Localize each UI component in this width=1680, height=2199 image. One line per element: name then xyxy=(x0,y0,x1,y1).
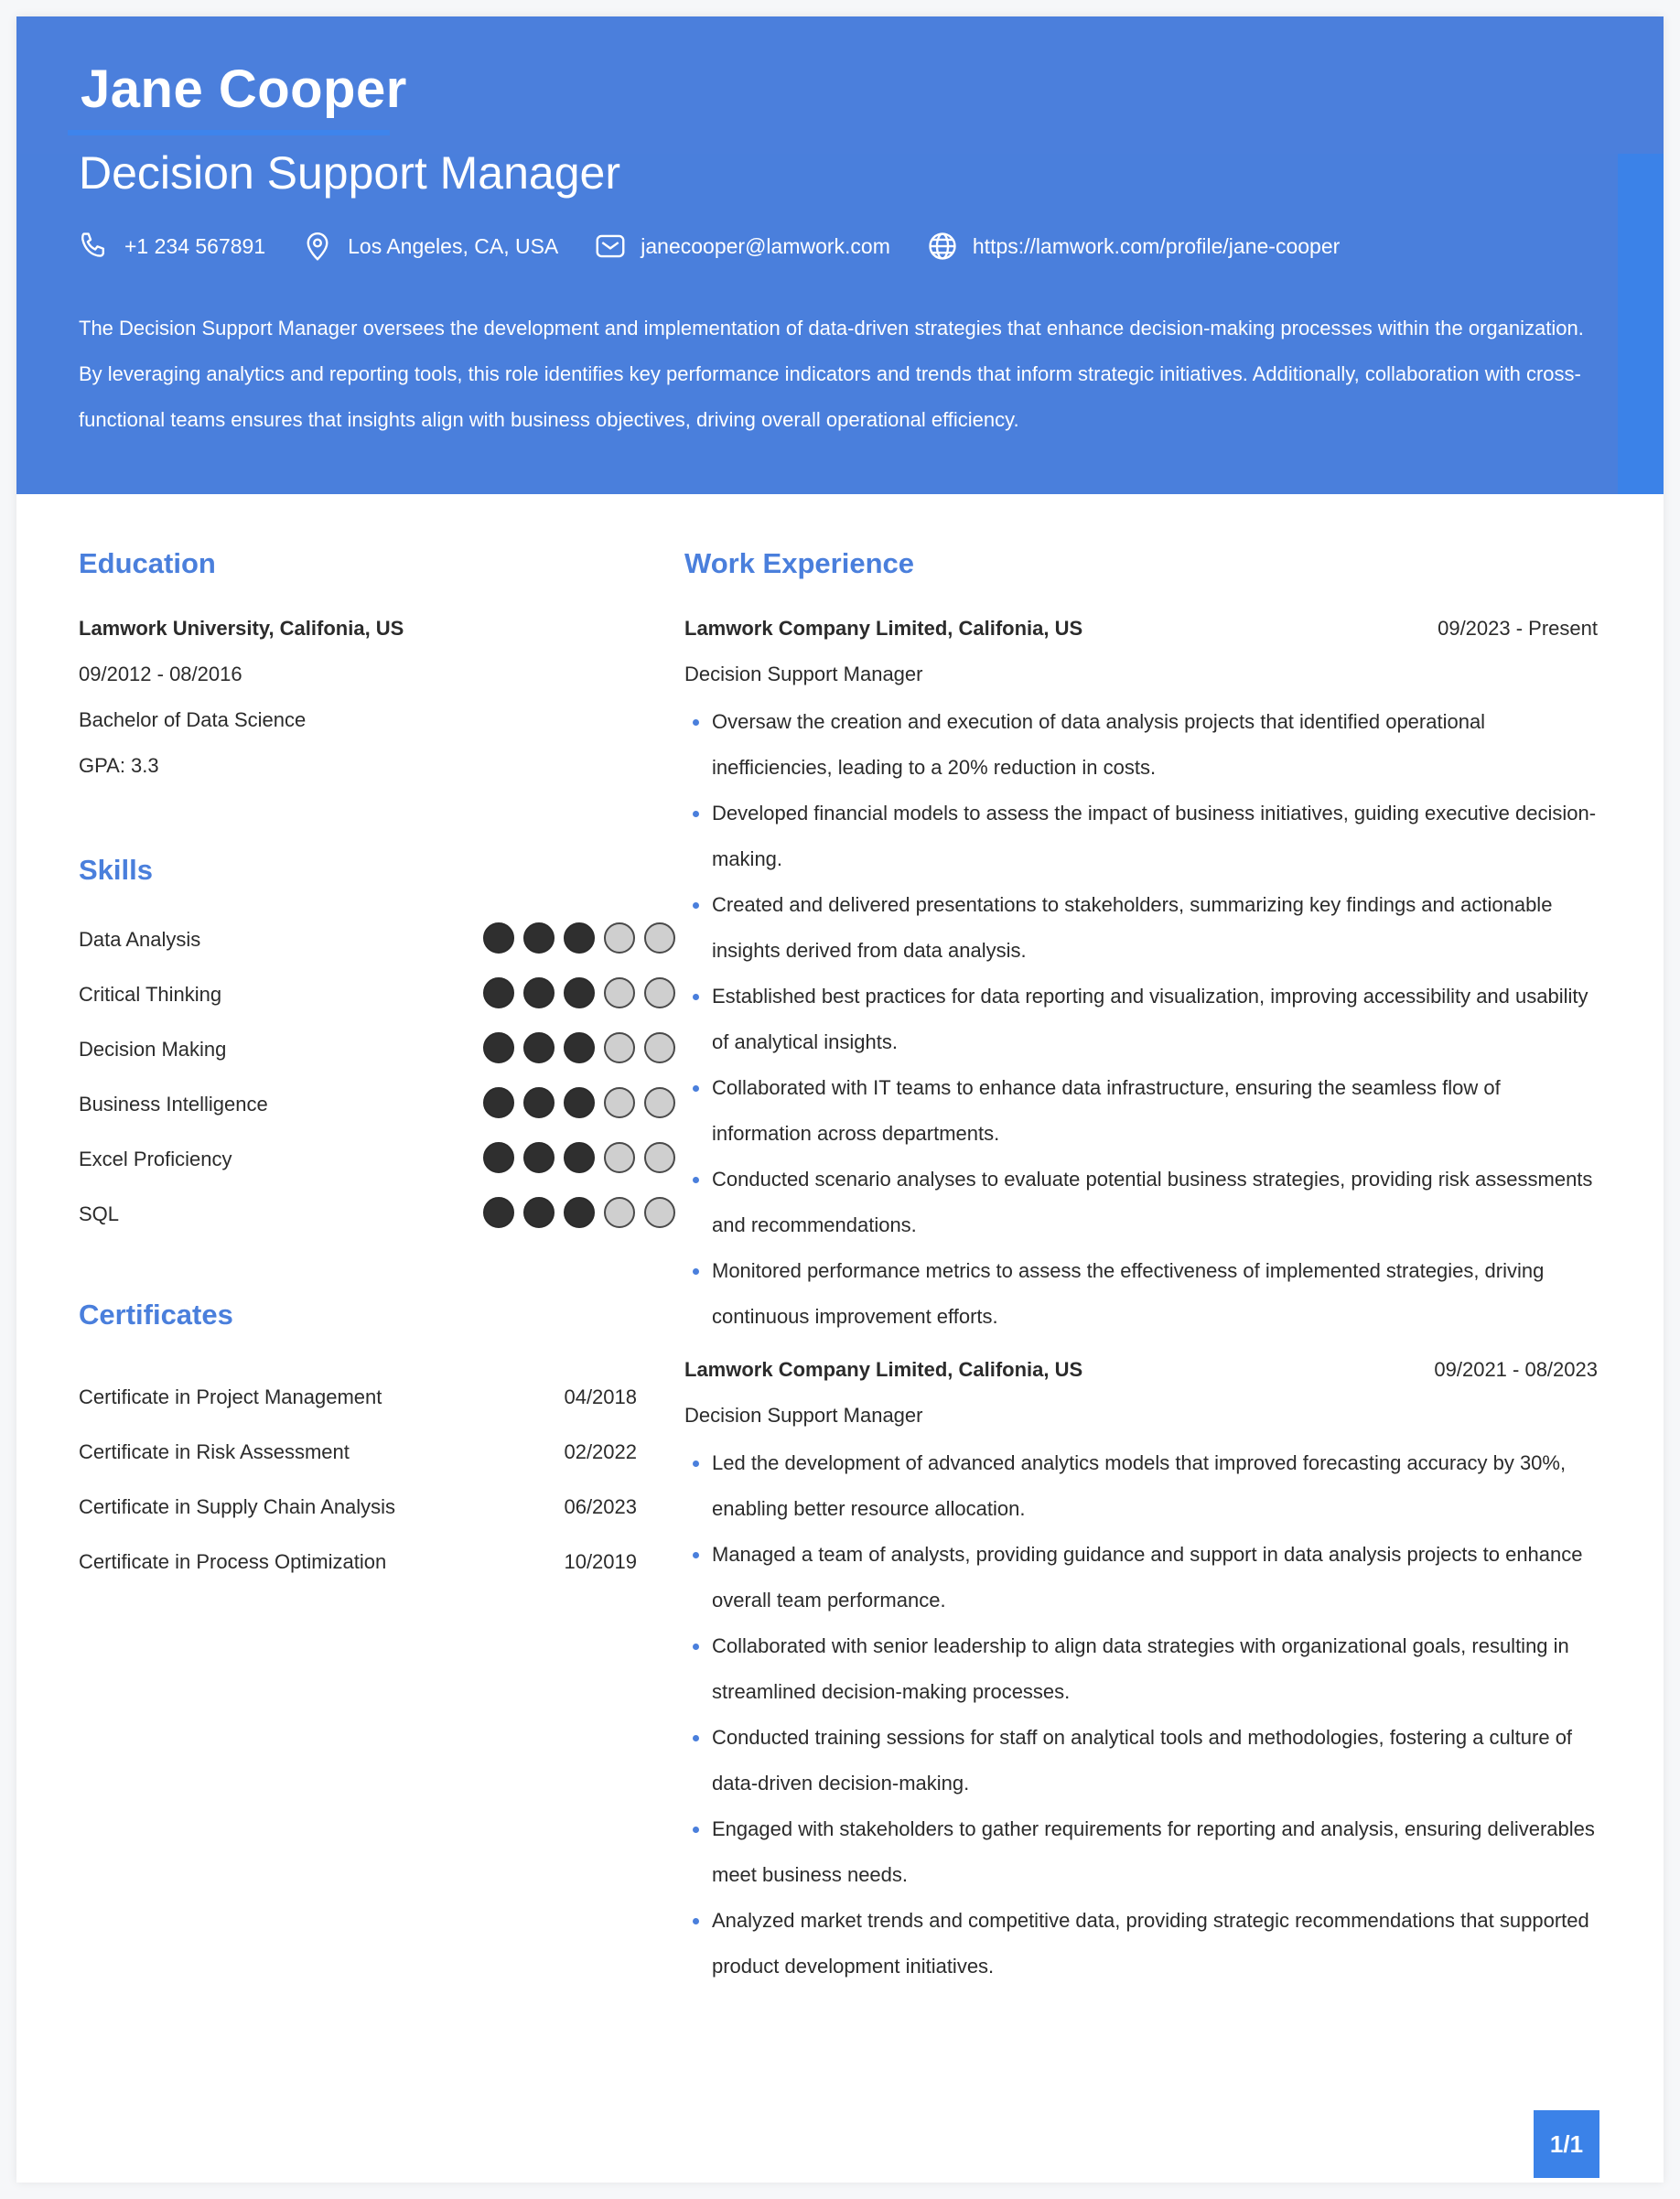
rating-dot-empty xyxy=(644,922,675,954)
rating-dot-empty xyxy=(644,1197,675,1228)
rating-dot-empty xyxy=(644,1087,675,1118)
job-bullet: Conducted scenario analyses to evaluate potential business strategies, providing risk assessments and recommendations. xyxy=(684,1157,1599,1248)
job-bullet: Oversaw the creation and execution of data analysis projects that identified operational inefficiencies, leading to a 20% reduction in costs. xyxy=(684,699,1599,791)
rating-dot-empty xyxy=(604,922,635,954)
job-header xyxy=(684,617,1598,648)
job-bullet: Conducted training sessions for staff on analytical tools and methodologies, fostering a culture of data-driven decision-making. xyxy=(684,1715,1599,1806)
resume-header xyxy=(16,16,1664,494)
job-bullet: Collaborated with IT teams to enhance data infrastructure, ensuring the seamless flow of information across departments. xyxy=(684,1065,1599,1157)
rating-dot-empty xyxy=(604,1087,635,1118)
page-indicator: 1/1 xyxy=(1534,2110,1599,2178)
job-bullet: Analyzed market trends and competitive data, providing strategic recommendations that supported product development initiatives. xyxy=(684,1898,1599,1989)
candidate-name: Jane Cooper xyxy=(81,59,407,119)
profile-summary: The Decision Support Manager oversees the development and implementation of data-driven strategies that enhance decision-making processes within the organization. By leveraging analytics and reporting tools, this role identifies key performance indicators and trends that inform strategic initiatives. Additionally, collaboration with cross-functional teams ensures that insights align with business objectives, driving overall operational efficiency. xyxy=(79,317,1584,431)
job-bullet: Developed financial models to assess the impact of business initiatives, guiding executive decision-making. xyxy=(684,791,1599,882)
job-bullet: Led the development of advanced analytics models that improved forecasting accuracy by 30%, enabling better resource allocation. xyxy=(684,1440,1599,1532)
rating-dot-filled xyxy=(523,922,555,954)
certificate-name: Certificate in Supply Chain Analysis xyxy=(79,1495,396,1518)
contact-location xyxy=(300,229,558,264)
job-bullet-list xyxy=(684,699,1599,1340)
website-text: https://lamwork.com/profile/jane-cooper xyxy=(972,233,1341,258)
education-dates: 09/2012 - 08/2016 xyxy=(79,663,242,685)
name-underline xyxy=(68,130,390,135)
job-dates: 09/2023 - Present xyxy=(1438,617,1598,640)
skill-name: Business Intelligence xyxy=(79,1093,268,1116)
candidate-title: Decision Support Manager xyxy=(79,147,620,199)
rating-dot-empty xyxy=(604,977,635,1008)
skill-rating xyxy=(483,922,684,954)
skill-name: SQL xyxy=(79,1202,120,1225)
header-side-band xyxy=(1618,154,1664,494)
education-gpa: GPA: 3.3 xyxy=(79,754,159,777)
rating-dot-filled xyxy=(523,1087,555,1118)
skill-row xyxy=(79,922,635,959)
skill-name: Decision Making xyxy=(79,1038,227,1061)
skills-heading: Skills xyxy=(79,854,153,886)
rating-dot-empty xyxy=(604,1142,635,1173)
work-experience-heading: Work Experience xyxy=(684,547,914,579)
skill-rating xyxy=(483,1032,684,1063)
skill-name: Data Analysis xyxy=(79,928,201,951)
skill-row xyxy=(79,1032,635,1069)
certificate-date: 02/2022 xyxy=(564,1440,637,1463)
job-bullet: Created and delivered presentations to stakeholders, summarizing key findings and actionable insights derived from data analysis. xyxy=(684,882,1599,974)
certificate-date: 06/2023 xyxy=(564,1495,637,1518)
rating-dot-filled xyxy=(523,1032,555,1063)
education-heading: Education xyxy=(79,547,216,579)
education-degree: Bachelor of Data Science xyxy=(79,708,307,731)
job-header xyxy=(684,1358,1598,1389)
rating-dot-filled xyxy=(523,1197,555,1228)
rating-dot-filled xyxy=(483,1142,514,1173)
location-pin-icon xyxy=(300,229,335,264)
job-dates: 09/2021 - 08/2023 xyxy=(1434,1358,1598,1381)
job-role: Decision Support Manager xyxy=(684,1404,923,1427)
phone-text: +1 234 567891 xyxy=(124,233,266,258)
skill-rating xyxy=(483,977,684,1008)
skill-rating xyxy=(483,1142,684,1173)
job-bullet: Established best practices for data reporting and visualization, improving accessibility and usability of analytical insights. xyxy=(684,974,1599,1065)
rating-dot-filled xyxy=(483,922,514,954)
certificate-name: Certificate in Risk Assessment xyxy=(79,1440,350,1463)
skill-row xyxy=(79,1197,635,1234)
email-text: janecooper@lamwork.com xyxy=(641,233,890,258)
skill-name: Excel Proficiency xyxy=(79,1148,232,1170)
job-bullet: Collaborated with senior leadership to align data strategies with organizational goals, resulting in streamlined decision-making processes. xyxy=(684,1623,1599,1715)
resume-page xyxy=(16,16,1664,2183)
job-bullet: Monitored performance metrics to assess the effectiveness of implemented strategies, driving continuous improvement efforts. xyxy=(684,1248,1599,1340)
rating-dot-empty xyxy=(644,977,675,1008)
certificate-name: Certificate in Process Optimization xyxy=(79,1550,387,1573)
rating-dot-empty xyxy=(604,1032,635,1063)
skill-row xyxy=(79,977,635,1014)
rating-dot-empty xyxy=(644,1032,675,1063)
location-text: Los Angeles, CA, USA xyxy=(348,233,559,258)
rating-dot-filled xyxy=(564,1197,595,1228)
contact-email[interactable] xyxy=(593,229,890,264)
contact-row xyxy=(77,229,1374,264)
certificate-name: Certificate in Project Management xyxy=(79,1385,382,1408)
skill-rating xyxy=(483,1197,684,1228)
job-company: Lamwork Company Limited, Califonia, US xyxy=(684,617,1083,640)
job-role: Decision Support Manager xyxy=(684,663,923,685)
job-bullet-list xyxy=(684,1440,1599,1989)
skill-row xyxy=(79,1087,635,1124)
certificate-row xyxy=(79,1385,637,1417)
rating-dot-empty xyxy=(644,1142,675,1173)
phone-icon xyxy=(77,229,112,264)
skill-row xyxy=(79,1142,635,1179)
skill-rating xyxy=(483,1087,684,1118)
certificate-row xyxy=(79,1495,637,1526)
rating-dot-filled xyxy=(564,922,595,954)
certificate-row xyxy=(79,1550,637,1581)
rating-dot-filled xyxy=(523,1142,555,1173)
rating-dot-filled xyxy=(483,1197,514,1228)
contact-website[interactable] xyxy=(925,229,1340,264)
globe-icon xyxy=(925,229,960,264)
certificate-date: 10/2019 xyxy=(564,1550,637,1573)
job-bullet: Engaged with stakeholders to gather requirements for reporting and analysis, ensuring deliverables meet business needs. xyxy=(684,1806,1599,1898)
contact-phone[interactable] xyxy=(77,229,265,264)
education-school: Lamwork University, Califonia, US xyxy=(79,617,404,640)
rating-dot-filled xyxy=(564,1032,595,1063)
envelope-icon xyxy=(593,229,628,264)
rating-dot-filled xyxy=(564,977,595,1008)
certificate-date: 04/2018 xyxy=(564,1385,637,1408)
rating-dot-empty xyxy=(604,1197,635,1228)
certificate-row xyxy=(79,1440,637,1471)
rating-dot-filled xyxy=(564,1087,595,1118)
job-company: Lamwork Company Limited, Califonia, US xyxy=(684,1358,1083,1381)
rating-dot-filled xyxy=(483,1032,514,1063)
rating-dot-filled xyxy=(483,977,514,1008)
rating-dot-filled xyxy=(523,977,555,1008)
rating-dot-filled xyxy=(483,1087,514,1118)
job-bullet: Managed a team of analysts, providing guidance and support in data analysis projects to enhance overall team performance. xyxy=(684,1532,1599,1623)
rating-dot-filled xyxy=(564,1142,595,1173)
skill-name: Critical Thinking xyxy=(79,983,222,1006)
certificates-heading: Certificates xyxy=(79,1299,233,1331)
